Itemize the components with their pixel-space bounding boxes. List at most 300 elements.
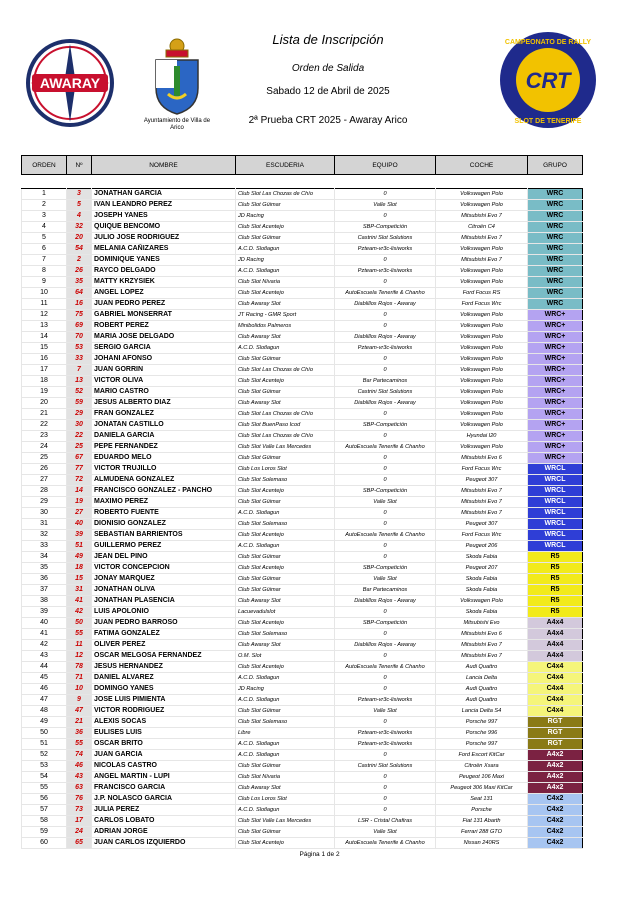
cell-orden: 11 — [22, 299, 67, 310]
cell-grupo: RGT — [528, 728, 583, 739]
cell-driver-name: ANGEL MARTIN - LUPI — [92, 772, 236, 783]
table-row — [22, 618, 583, 629]
cell-escuderia: Club Slot BuenPaso Icod — [236, 420, 335, 431]
cell-number: 39 — [67, 530, 92, 541]
cell-coche: Fiat 131 Abarth — [436, 816, 528, 827]
cell-grupo: WRC — [528, 244, 583, 255]
table-row — [22, 596, 583, 607]
cell-orden: 9 — [22, 277, 67, 288]
cell-grupo: WRC+ — [528, 387, 583, 398]
cell-equipo: 0 — [335, 189, 436, 200]
cell-grupo: C4x4 — [528, 673, 583, 684]
cell-equipo: 0 — [335, 607, 436, 618]
cell-number: 2 — [67, 255, 92, 266]
cell-orden: 56 — [22, 794, 67, 805]
cell-driver-name: JOSE LUIS PIMIENTA — [92, 695, 236, 706]
cell-orden: 37 — [22, 585, 67, 596]
cell-equipo: 0 — [335, 651, 436, 662]
cell-number: 26 — [67, 266, 92, 277]
cell-orden: 1 — [22, 189, 67, 200]
cell-coche: Ford Focus Wrc — [436, 464, 528, 475]
cell-orden: 12 — [22, 310, 67, 321]
cell-escuderia: Club Slot Las Chozas de Chío — [236, 189, 335, 200]
cell-escuderia: A.C.D. Slotlagun — [236, 805, 335, 816]
cell-orden: 7 — [22, 255, 67, 266]
cell-driver-name: MARIA JOSE DELGADO — [92, 332, 236, 343]
cell-grupo: A4x2 — [528, 750, 583, 761]
cell-escuderia: A.C.D. Slotlagun — [236, 739, 335, 750]
cell-grupo: WRCL — [528, 475, 583, 486]
cell-grupo: R5 — [528, 596, 583, 607]
cell-grupo: WRC+ — [528, 343, 583, 354]
cell-orden: 48 — [22, 706, 67, 717]
cell-coche: Peugeot 306 Maxi KitCar — [436, 783, 528, 794]
cell-number: 53 — [67, 343, 92, 354]
cell-grupo: C4x2 — [528, 794, 583, 805]
cell-coche: Mitsubishi Evo 7 — [436, 640, 528, 651]
cell-equipo: Valle Slot — [335, 497, 436, 508]
cell-orden: 8 — [22, 266, 67, 277]
cell-equipo: 0 — [335, 772, 436, 783]
cell-escuderia: Club Awaray Slot — [236, 332, 335, 343]
cell-driver-name: IVAN LEANDRO PEREZ — [92, 200, 236, 211]
cell-number: 18 — [67, 563, 92, 574]
cell-driver-name: JONATHAN OLIVA — [92, 585, 236, 596]
cell-driver-name: VICTOR RODRIGUEZ — [92, 706, 236, 717]
cell-grupo: R5 — [528, 585, 583, 596]
table-row — [22, 354, 583, 365]
cell-orden: 15 — [22, 343, 67, 354]
cell-number: 29 — [67, 409, 92, 420]
table-row — [22, 508, 583, 519]
cell-coche: Mitsubishi Evo 7 — [436, 508, 528, 519]
table-row — [22, 519, 583, 530]
cell-escuderia: Club Slot Solemaso — [236, 519, 335, 530]
cell-number: 21 — [67, 717, 92, 728]
cell-escuderia: Club Los Loros Slot — [236, 794, 335, 805]
cell-number: 63 — [67, 783, 92, 794]
table-row — [22, 750, 583, 761]
cell-coche: Lancia Delta S4 — [436, 706, 528, 717]
cell-grupo: WRC+ — [528, 398, 583, 409]
table-row — [22, 310, 583, 321]
cell-equipo: SBP-Competición — [335, 486, 436, 497]
cell-coche: Peugeot 207 — [436, 563, 528, 574]
table-row — [22, 464, 583, 475]
cell-grupo: A4x4 — [528, 618, 583, 629]
cell-escuderia: A.C.D. Slotlagun — [236, 508, 335, 519]
table-row — [22, 541, 583, 552]
cell-number: 67 — [67, 453, 92, 464]
cell-number: 69 — [67, 321, 92, 332]
cell-number: 55 — [67, 739, 92, 750]
cell-equipo: Pzteam-vr3c-lisiworks — [335, 266, 436, 277]
cell-escuderia: JT Racing - GMR Sport — [236, 310, 335, 321]
cell-equipo: 0 — [335, 684, 436, 695]
column-header: ESCUDERIA — [236, 156, 335, 175]
table-row — [22, 277, 583, 288]
cell-number: 11 — [67, 640, 92, 651]
cell-driver-name: OLIVER PEREZ — [92, 640, 236, 651]
cell-number: 50 — [67, 618, 92, 629]
table-row — [22, 398, 583, 409]
cell-driver-name: ALMUDENA GONZALEZ — [92, 475, 236, 486]
cell-driver-name: PEPE FERNANDEZ — [92, 442, 236, 453]
cell-orden: 18 — [22, 376, 67, 387]
cell-number: 4 — [67, 211, 92, 222]
cell-driver-name: FRAN GONZALEZ — [92, 409, 236, 420]
cell-number: 27 — [67, 508, 92, 519]
cell-coche: Volkswagen Polo — [436, 354, 528, 365]
cell-equipo: Pzteam-vr3c-lisiworks — [335, 728, 436, 739]
cell-grupo: WRC — [528, 211, 583, 222]
cell-coche: Citroën C4 — [436, 222, 528, 233]
cell-equipo: 0 — [335, 409, 436, 420]
cell-number: 55 — [67, 629, 92, 640]
cell-coche: Volkswagen Polo — [436, 321, 528, 332]
table-row — [22, 321, 583, 332]
cell-coche: Skoda Fabia — [436, 607, 528, 618]
cell-coche: Volkswagen Polo — [436, 200, 528, 211]
cell-orden: 57 — [22, 805, 67, 816]
event-date: Sabado 12 de Abril de 2025 — [266, 86, 390, 97]
cell-coche: Nissan 240RS — [436, 838, 528, 849]
column-header: NOMBRE — [92, 156, 236, 175]
crt-logo-bottom: SLOT DE TENERIFE — [514, 118, 582, 125]
cell-grupo: WRC+ — [528, 332, 583, 343]
cell-grupo: C4x2 — [528, 838, 583, 849]
cell-number: 49 — [67, 552, 92, 563]
cell-number: 54 — [67, 244, 92, 255]
cell-grupo: R5 — [528, 552, 583, 563]
cell-orden: 28 — [22, 486, 67, 497]
table-row — [22, 706, 583, 717]
cell-escuderia: Club Slot Nívaria — [236, 772, 335, 783]
cell-coche: Audi Quattro — [436, 662, 528, 673]
coat-of-arms-logo — [143, 36, 211, 132]
cell-grupo: WRC+ — [528, 453, 583, 464]
cell-grupo: WRCL — [528, 519, 583, 530]
cell-grupo: WRC — [528, 288, 583, 299]
cell-driver-name: SEBASTIAN BARRIENTOS — [92, 530, 236, 541]
table-row — [22, 453, 583, 464]
table-row — [22, 673, 583, 684]
cell-orden: 51 — [22, 739, 67, 750]
cell-grupo: C4x2 — [528, 827, 583, 838]
cell-escuderia: A.C.D. Slotlagun — [236, 244, 335, 255]
cell-escuderia: Minibolidos Palmeros — [236, 321, 335, 332]
cell-coche: Seat 131 — [436, 794, 528, 805]
cell-driver-name: JESUS HERNANDEZ — [92, 662, 236, 673]
cell-equipo: Bar Partecaminos — [335, 376, 436, 387]
cell-orden: 5 — [22, 233, 67, 244]
cell-driver-name: JUAN PEDRO PEREZ — [92, 299, 236, 310]
cell-grupo: WRCL — [528, 541, 583, 552]
cell-number: 31 — [67, 585, 92, 596]
cell-grupo: WRC+ — [528, 409, 583, 420]
cell-driver-name: DANIEL ALVAREZ — [92, 673, 236, 684]
cell-orden: 33 — [22, 541, 67, 552]
cell-coche: Ford Focus Wrc — [436, 299, 528, 310]
cell-grupo: WRCL — [528, 497, 583, 508]
cell-number: 30 — [67, 420, 92, 431]
table-row — [22, 222, 583, 233]
cell-orden: 30 — [22, 508, 67, 519]
cell-grupo: WRC — [528, 222, 583, 233]
cell-number: 74 — [67, 750, 92, 761]
cell-coche: Volkswagen Polo — [436, 365, 528, 376]
table-row — [22, 244, 583, 255]
table-row — [22, 640, 583, 651]
cell-escuderia: Club Slot Acentejo — [236, 376, 335, 387]
cell-equipo: 0 — [335, 431, 436, 442]
table-row — [22, 343, 583, 354]
cell-orden: 41 — [22, 629, 67, 640]
cell-driver-name: JULIA PEREZ — [92, 805, 236, 816]
cell-escuderia: A.C.D. Slotlagun — [236, 266, 335, 277]
cell-coche: Volkswagen Polo — [436, 343, 528, 354]
cell-coche: Volkswagen Polo — [436, 332, 528, 343]
cell-grupo: WRC — [528, 255, 583, 266]
cell-orden: 29 — [22, 497, 67, 508]
cell-driver-name: EDUARDO MELO — [92, 453, 236, 464]
table-row — [22, 794, 583, 805]
cell-grupo: C4x2 — [528, 805, 583, 816]
cell-escuderia: Club Slot Acentejo — [236, 222, 335, 233]
cell-driver-name: MARIO CASTRO — [92, 387, 236, 398]
cell-number: 70 — [67, 332, 92, 343]
cell-equipo: AutoEscuela Tenerife & Chanho — [335, 442, 436, 453]
column-header: Nº — [67, 156, 92, 175]
cell-coche: Lancia Delta — [436, 673, 528, 684]
cell-orden: 25 — [22, 453, 67, 464]
cell-coche: Volkswagen Polo — [436, 266, 528, 277]
cell-equipo: Pzteam-vr3c-lisiworks — [335, 739, 436, 750]
cell-orden: 60 — [22, 838, 67, 849]
cell-escuderia: Club Slot Güimar — [236, 827, 335, 838]
table-row — [22, 662, 583, 673]
cell-number: 17 — [67, 816, 92, 827]
column-header: EQUIPO — [335, 156, 436, 175]
cell-number: 3 — [67, 189, 92, 200]
cell-escuderia: Club Slot Acentejo — [236, 288, 335, 299]
cell-number: 5 — [67, 200, 92, 211]
cell-coche: Skoda Fabia — [436, 585, 528, 596]
cell-driver-name: JONAY MARQUEZ — [92, 574, 236, 585]
column-header: ORDEN — [22, 156, 67, 175]
cell-grupo: R5 — [528, 607, 583, 618]
cell-number: 7 — [67, 365, 92, 376]
cell-coche: Ford Focus Wrc — [436, 530, 528, 541]
table-row — [22, 717, 583, 728]
table-row — [22, 442, 583, 453]
cell-orden: 35 — [22, 563, 67, 574]
cell-grupo: WRC+ — [528, 321, 583, 332]
cell-coche: Volkswagen Polo — [436, 277, 528, 288]
cell-equipo: 0 — [335, 310, 436, 321]
crt-logo-top: CAMPEONATO DE RALLY — [504, 39, 592, 46]
cell-escuderia: Club Slot Solemaso — [236, 475, 335, 486]
table-row — [22, 420, 583, 431]
cell-orden: 2 — [22, 200, 67, 211]
table-header — [21, 155, 583, 175]
cell-coche: Porsche — [436, 805, 528, 816]
cell-equipo: AutoEscuela Tenerife & Chanho — [335, 662, 436, 673]
cell-orden: 38 — [22, 596, 67, 607]
cell-number: 77 — [67, 464, 92, 475]
cell-escuderia: Club Slot Güimar — [236, 387, 335, 398]
cell-equipo: Castrini Slot Solutions — [335, 387, 436, 398]
cell-coche: Volkswagen Polo — [436, 442, 528, 453]
cell-coche: Volkswagen Polo — [436, 310, 528, 321]
cell-equipo: SBP-Competición — [335, 420, 436, 431]
cell-grupo: WRCL — [528, 464, 583, 475]
table-row — [22, 838, 583, 849]
cell-equipo: Valle Slot — [335, 706, 436, 717]
table-row — [22, 365, 583, 376]
cell-orden: 50 — [22, 728, 67, 739]
cell-driver-name: ALEXIS SOCAS — [92, 717, 236, 728]
cell-grupo: C4x2 — [528, 816, 583, 827]
cell-orden: 55 — [22, 783, 67, 794]
cell-equipo: SBP-Competición — [335, 618, 436, 629]
cell-equipo: 0 — [335, 794, 436, 805]
entry-rows — [22, 189, 583, 849]
cell-number: 71 — [67, 673, 92, 684]
cell-coche: Porsche 997 — [436, 717, 528, 728]
cell-orden: 47 — [22, 695, 67, 706]
awaray-logo-text: AWARAY — [39, 75, 101, 91]
cell-grupo: A4x2 — [528, 772, 583, 783]
cell-escuderia: Club Awaray Slot — [236, 596, 335, 607]
cell-escuderia: A.C.D. Slotlagun — [236, 695, 335, 706]
table-row — [22, 607, 583, 618]
cell-equipo: Diablillos Rojos - Awaray — [335, 596, 436, 607]
cell-equipo: 0 — [335, 464, 436, 475]
cell-escuderia: Club Slot Nívaria — [236, 277, 335, 288]
cell-driver-name: NICOLAS CASTRO — [92, 761, 236, 772]
table-row — [22, 255, 583, 266]
cell-driver-name: JUAN PEDRO BARROSO — [92, 618, 236, 629]
cell-number: 41 — [67, 596, 92, 607]
table-row — [22, 783, 583, 794]
cell-driver-name: CARLOS LOBATO — [92, 816, 236, 827]
cell-driver-name: JONATHAN PLASENCIA — [92, 596, 236, 607]
cell-grupo: WRC+ — [528, 365, 583, 376]
cell-orden: 3 — [22, 211, 67, 222]
cell-escuderia: Club Awaray Slot — [236, 398, 335, 409]
cell-escuderia: Club Slot Solemaso — [236, 717, 335, 728]
cell-escuderia: A.C.D. Slotlagun — [236, 541, 335, 552]
page-footer: Página 1 de 2 — [299, 851, 340, 858]
cell-escuderia: A.C.D. Slotlagun — [236, 750, 335, 761]
cell-equipo: Diablillos Rojos - Awaray — [335, 299, 436, 310]
table-row — [22, 585, 583, 596]
cell-grupo: WRC — [528, 277, 583, 288]
cell-grupo: RGT — [528, 739, 583, 750]
cell-number: 78 — [67, 662, 92, 673]
cell-escuderia: Libre — [236, 728, 335, 739]
cell-orden: 21 — [22, 409, 67, 420]
cell-escuderia: Club Slot Las Chozas de Chío — [236, 409, 335, 420]
cell-equipo: AutoEscuela Tenerife & Chanho — [335, 838, 436, 849]
cell-grupo: C4x4 — [528, 684, 583, 695]
cell-equipo: SBP-Competición — [335, 563, 436, 574]
cell-coche: Ford Escort KitCar — [436, 750, 528, 761]
cell-number: 35 — [67, 277, 92, 288]
cell-number: 33 — [67, 354, 92, 365]
cell-coche: Peugeot 307 — [436, 475, 528, 486]
cell-escuderia: Club Slot Güimar — [236, 552, 335, 563]
cell-escuderia: Club Slot Acentejo — [236, 838, 335, 849]
table-row — [22, 728, 583, 739]
cell-grupo: WRC+ — [528, 354, 583, 365]
cell-driver-name: FATIMA GONZALEZ — [92, 629, 236, 640]
cell-coche: Skoda Fabia — [436, 552, 528, 563]
cell-escuderia: Club Slot Güimar — [236, 354, 335, 365]
cell-grupo: C4x4 — [528, 706, 583, 717]
cell-grupo: WRCL — [528, 486, 583, 497]
cell-driver-name: JESUS ALBERTO DIAZ — [92, 398, 236, 409]
cell-orden: 44 — [22, 662, 67, 673]
cell-grupo: WRC+ — [528, 442, 583, 453]
table-row — [22, 530, 583, 541]
cell-grupo: WRC — [528, 299, 583, 310]
cell-escuderia: Club Slot Güimar — [236, 200, 335, 211]
table-row — [22, 189, 583, 200]
cell-coche: Mitsubishi Evo 7 — [436, 211, 528, 222]
cell-driver-name: ROBERT PEREZ — [92, 321, 236, 332]
cell-orden: 52 — [22, 750, 67, 761]
cell-number: 51 — [67, 541, 92, 552]
cell-number: 72 — [67, 475, 92, 486]
cell-escuderia: Club Awaray Slot — [236, 783, 335, 794]
cell-equipo: Diablillos Rojos - Awaray — [335, 398, 436, 409]
cell-grupo: WRC+ — [528, 376, 583, 387]
cell-equipo: 0 — [335, 365, 436, 376]
cell-orden: 20 — [22, 398, 67, 409]
cell-driver-name: DOMINGO YANES — [92, 684, 236, 695]
cell-escuderia: Club Awaray Slot — [236, 299, 335, 310]
cell-driver-name: OSCAR BRITO — [92, 739, 236, 750]
cell-number: 47 — [67, 706, 92, 717]
table-row — [22, 431, 583, 442]
crt-logo-center: CRT — [525, 68, 571, 93]
cell-escuderia: Club Slot Acentejo — [236, 563, 335, 574]
cell-orden: 54 — [22, 772, 67, 783]
cell-equipo: Valle Slot — [335, 574, 436, 585]
header-row — [22, 156, 583, 175]
cell-orden: 19 — [22, 387, 67, 398]
cell-grupo: WRC+ — [528, 420, 583, 431]
table-row — [22, 288, 583, 299]
cell-number: 15 — [67, 574, 92, 585]
cell-number: 76 — [67, 794, 92, 805]
cell-number: 36 — [67, 728, 92, 739]
cell-grupo: A4x4 — [528, 640, 583, 651]
cell-driver-name: QUIQUE BENCOMO — [92, 222, 236, 233]
cell-driver-name: JEAN DEL PINO — [92, 552, 236, 563]
table-row — [22, 552, 583, 563]
cell-escuderia: O.M. Slot — [236, 651, 335, 662]
cell-equipo: Castrini Slot Solutions — [335, 761, 436, 772]
cell-coche: Volkswagen Polo — [436, 189, 528, 200]
cell-escuderia: Club Slot Güimar — [236, 761, 335, 772]
cell-number: 59 — [67, 398, 92, 409]
cell-coche: Audi Quattro — [436, 684, 528, 695]
cell-equipo: 0 — [335, 750, 436, 761]
cell-number: 75 — [67, 310, 92, 321]
